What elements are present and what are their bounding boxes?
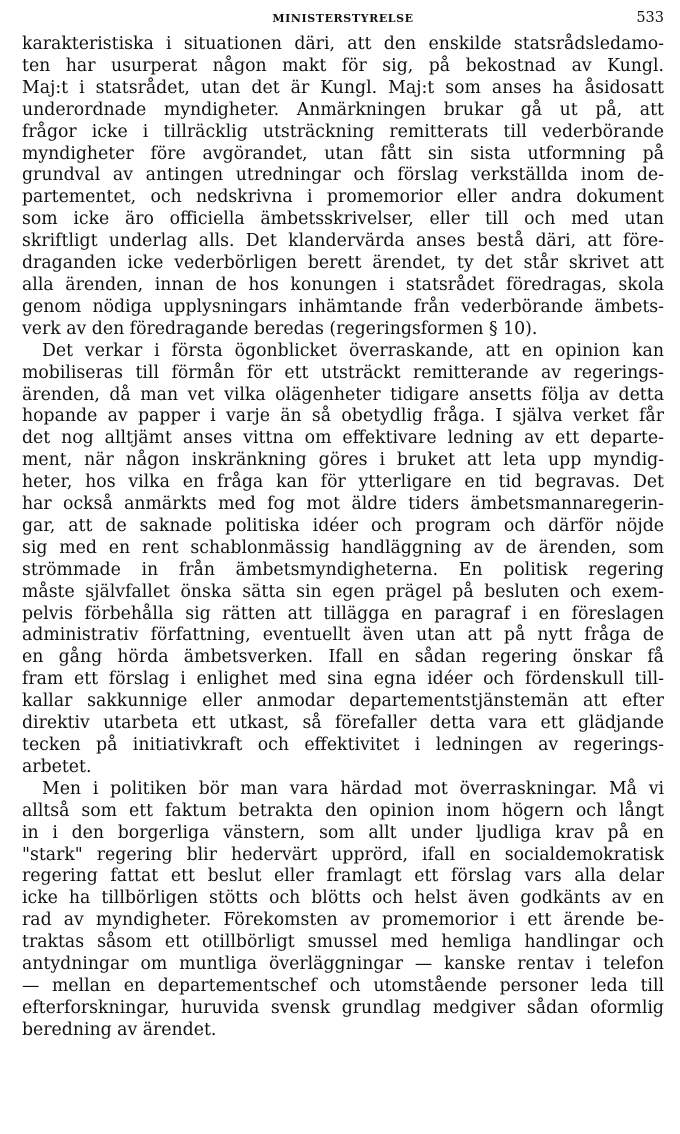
text-line: draganden icke vederbörligen berett ärendet, ty det står skrivet att bbox=[22, 253, 664, 274]
text-line: genom nödiga upplysningars inhämtande från vederbörande ämbets- bbox=[22, 296, 664, 317]
text-line: "stark" regering blir hedervärt upprörd, ifall en socialdemokratisk bbox=[22, 844, 664, 865]
text-line: antydningar om muntliga överläggningar — kanske rentav i telefon bbox=[22, 954, 664, 975]
text-line: myndigheter före avgörandet, utan fått sin sista utformning på bbox=[22, 143, 664, 164]
text-line: arbetet. bbox=[22, 756, 92, 777]
paragraph bbox=[22, 341, 664, 779]
text-line: Maj:t i statsrådet, utan det är Kungl. Maj:t som anses ha åsidosatt bbox=[22, 77, 664, 98]
paragraph bbox=[22, 779, 664, 1042]
text-line: det nog alltjämt anses vittna om effektivare ledning av ett departe- bbox=[22, 428, 664, 449]
text-line: ärenden, då man vet vilka olägenheter tidigare ansetts följa av detta bbox=[22, 384, 664, 405]
text-line: fram ett förslag i enlighet med sina egna idéer och fördenskull till- bbox=[22, 669, 664, 690]
text-line: administrativ författning, eventuellt även utan att på nytt fråga de bbox=[22, 625, 664, 646]
text-line: tecken på initiativkraft och effektivitet i ledningen av regerings- bbox=[22, 735, 664, 755]
text-line: traktas såsom ett otillbörligt smussel med hemliga handlingar och bbox=[22, 932, 664, 953]
text-line: Det verkar i första ögonblicket överraskande, att en opinion kan bbox=[42, 340, 664, 361]
running-header bbox=[22, 8, 664, 34]
text-line: pelvis förbehålla sig rätten att tillägga en paragraf i en föreslagen bbox=[22, 603, 664, 624]
text-line: mobiliseras till förmån för ett utsträckt remitterande av regerings- bbox=[22, 362, 664, 383]
text-line: frågor icke i tillräcklig utsträckning remitterats till vederbörande bbox=[22, 121, 664, 142]
text-line: rad av myndigheter. Förekomsten av promemorior i ett ärende be- bbox=[22, 910, 664, 931]
text-line: heter, hos vilka en fråga kan för ytterligare en tid begravas. Det bbox=[22, 472, 664, 493]
text-line: verk av den föredragande beredas (regeringsformen § 10). bbox=[22, 318, 538, 339]
text-line: hopande av papper i varje än så obetydlig fråga. I själva verket får bbox=[22, 406, 664, 427]
text-line: direktiv utarbeta ett utkast, så förefaller detta vara ett glädjande bbox=[22, 713, 664, 734]
text-line: sig med en rent schablonmässig handläggning av de ärenden, som bbox=[22, 537, 664, 558]
text-line: Men i politiken bör man vara härdad mot överraskningar. Må vi bbox=[42, 778, 664, 799]
text-line: in i den borgerliga vänstern, som allt under ljudliga krav på en bbox=[22, 822, 664, 843]
running-title: MINISTERSTYRELSE bbox=[272, 12, 414, 25]
text-line: alla ärenden, innan de hos konungen i statsrådet föredragas, skola bbox=[22, 274, 664, 295]
text-line: efterforskningar, huruvida svensk grundlag medgiver sådan oformlig bbox=[22, 997, 664, 1018]
body-text bbox=[22, 34, 664, 1042]
book-page bbox=[22, 8, 664, 1042]
text-line: måste självfallet önska sätta sin egen prägel på besluten och exem- bbox=[22, 581, 664, 602]
text-line: beredning av ärendet. bbox=[22, 1019, 217, 1040]
text-line: som icke äro officiella ämbetsskrivelser, eller till och med utan bbox=[22, 209, 664, 230]
text-line: icke ha tillbörligen stötts och blötts och helst även godkänts av en bbox=[22, 888, 664, 909]
text-line: underordnade myndigheter. Anmärkningen brukar gå ut på, att bbox=[22, 99, 664, 120]
text-line: — mellan en departementschef och utomstående personer leda till bbox=[22, 975, 664, 996]
page-number: 533 bbox=[636, 10, 664, 26]
text-line: alltså som ett faktum betrakta den opinion inom högern och långt bbox=[22, 800, 664, 821]
text-line: har också anmärkts med fog mot äldre tiders ämbetsmannaregerin- bbox=[22, 494, 664, 515]
text-line: strömmade in från ämbetsmyndigheterna. En politisk regering bbox=[22, 559, 664, 580]
paragraph bbox=[22, 34, 664, 341]
text-line: ten har usurperat någon makt för sig, på bekostnad av Kungl. bbox=[22, 55, 664, 76]
text-line: ment, när någon inskränkning göres i bruket att leta upp myndig- bbox=[22, 450, 664, 471]
text-line: regering fattat ett beslut eller framlagt ett förslag vars alla delar bbox=[22, 866, 664, 887]
text-line: karakteristiska i situationen däri, att den enskilde statsrådsledamo- bbox=[22, 34, 664, 54]
text-line: en gång hörda ämbetsverken. Ifall en sådan regering önskar få bbox=[22, 647, 664, 668]
text-line: kallar sakkunnige eller anmodar departementstjänstemän att efter bbox=[22, 691, 664, 712]
text-line: skriftligt underlag alls. Det klandervärda anses bestå däri, att före- bbox=[22, 231, 664, 252]
text-line: gar, att de saknade politiska idéer och program och därför nöjde bbox=[22, 515, 664, 536]
text-line: partementet, och nedskrivna i promemorior eller andra dokument bbox=[22, 187, 664, 208]
text-line: grundval av antingen utredningar och förslag verkställda inom de- bbox=[22, 165, 664, 186]
